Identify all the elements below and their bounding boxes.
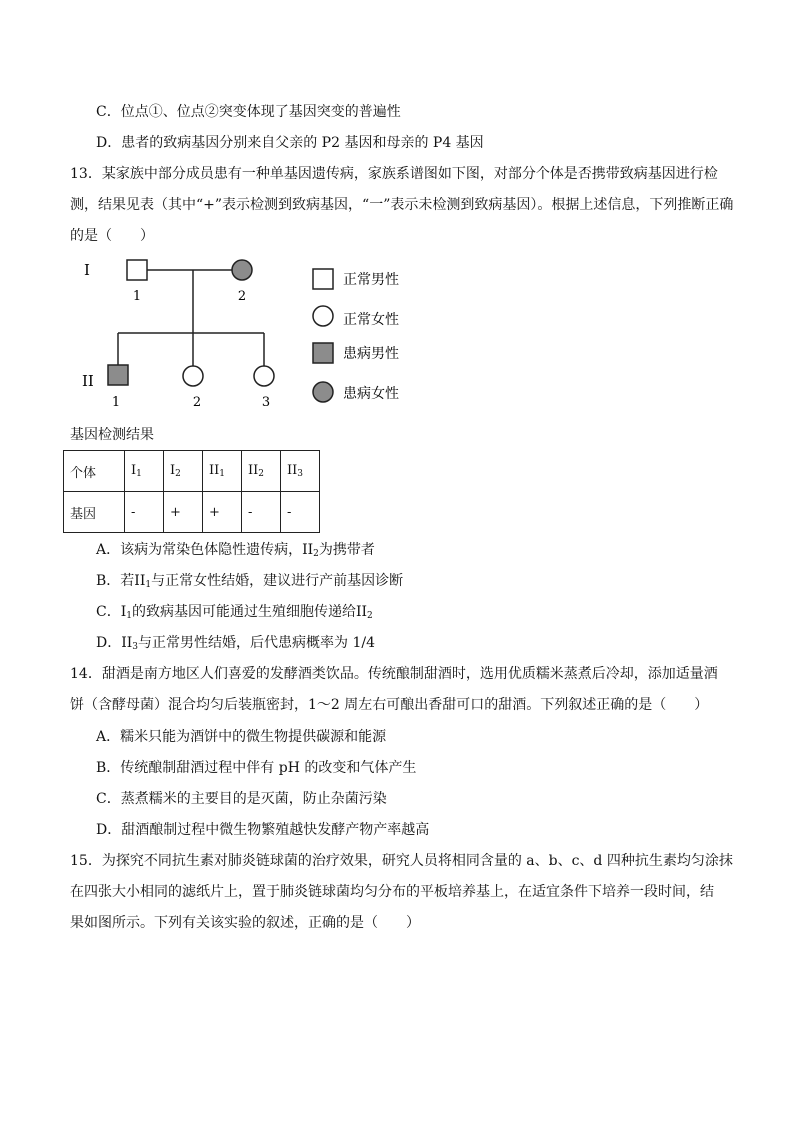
legend-normal-male-square [313, 269, 333, 289]
q13-stem-line1: 13．某家族中部分成员患有一种单基因遗传病，家族系谱图如下图，对部分个体是否携带致病基因进行检 [70, 166, 718, 182]
table-cell-ii1: $II_1$ [203, 451, 242, 492]
q14-option-a: A．糯米只能为酒饼中的微生物提供碳源和能源 [96, 729, 387, 745]
legend-normal-female-label: 正常女性 [343, 312, 399, 328]
table-title: 基因检测结果 [70, 427, 154, 443]
q13-option-a: A．该病为常染色体隐性遗传病，$II_2$为携带者 [96, 542, 375, 559]
q15-stem-line1: 15．为探究不同抗生素对肺炎链球菌的治疗效果，研究人员将相同含量的 a、b、c、d 四种抗生素均匀涂抹 [70, 853, 733, 869]
legend-affected-male-label: 患病男性 [343, 346, 399, 362]
ii1-number: 1 [111, 395, 121, 410]
q15-stem-line3: 果如图所示。下列有关该实验的叙述，正确的是（ ） [70, 915, 420, 931]
table-header-gene: 基因 [64, 492, 125, 533]
q13-stem-line2: 测，结果见表（其中“+”表示检测到致病基因，“一”表示未检测到致病基因）。根据上述信息，下列推断正确 [70, 197, 734, 213]
table-result-ii3: - [281, 492, 320, 533]
q14-option-c: C．蒸煮糯米的主要目的是灭菌，防止杂菌污染 [96, 791, 387, 807]
q13-option-d: D．$II_3$与正常男性结婚，后代患病概率为 1/4 [96, 635, 376, 652]
legend-affected-female-label: 患病女性 [343, 386, 399, 402]
q12-option-d: D．患者的致病基因分别来自父亲的 P2 基因和母亲的 P4 基因 [96, 135, 484, 151]
legend-normal-female-circle [313, 306, 333, 326]
table-cell-ii2: $II_2$ [242, 451, 281, 492]
individual-i1-normal-male [127, 260, 147, 280]
table-result-i1: - [125, 492, 164, 533]
individual-ii3-normal-female [254, 366, 274, 386]
table-row [64, 451, 320, 492]
table-result-ii2: - [242, 492, 281, 533]
generation-2-label: II [82, 372, 94, 390]
i2-number: 2 [237, 289, 247, 304]
table-cell-i1: $I_1$ [125, 451, 164, 492]
q14-option-d: D．甜酒酿制过程中微生物繁殖越快发酵产物产率越高 [96, 822, 430, 838]
ii2-number: 2 [192, 395, 202, 410]
ii3-number: 3 [261, 395, 271, 410]
individual-ii1-affected-male [108, 365, 128, 385]
q14-option-b: B．传统酿制甜酒过程中伴有 pH 的改变和气体产生 [96, 760, 417, 776]
legend-normal-male-label: 正常男性 [343, 272, 399, 288]
table-result-i2: + [164, 492, 203, 533]
table-cell-i2: $I_2$ [164, 451, 203, 492]
legend-affected-female-circle [313, 382, 333, 402]
q12-option-c: C．位点①、位点②突变体现了基因突变的普遍性 [96, 104, 401, 120]
table-result-ii1: + [203, 492, 242, 533]
table-header-individual: 个体 [64, 451, 125, 492]
q14-stem-line2: 饼（含酵母菌）混合均匀后装瓶密封，1～2 周左右可酿出香甜可口的甜酒。下列叙述正确的是（ ） [70, 697, 709, 713]
legend-affected-male-square [313, 343, 333, 363]
q13-option-b: B．若$II_1$与正常女性结婚，建议进行产前基因诊断 [96, 573, 404, 590]
pedigree-diagram [70, 250, 430, 420]
gene-test-table [63, 450, 320, 533]
table-cell-ii3: $II_3$ [281, 451, 320, 492]
individual-i2-affected-female [232, 260, 252, 280]
generation-1-label: I [84, 261, 90, 279]
q13-stem-line3: 的是（ ） [70, 228, 154, 244]
q13-option-c: C．$I_1$的致病基因可能通过生殖细胞传递给$II_2$ [96, 604, 373, 621]
table-row [64, 492, 320, 533]
q15-stem-line2: 在四张大小相同的滤纸片上，置于肺炎链球菌均匀分布的平板培养基上，在适宜条件下培养一段时间，结 [70, 884, 714, 900]
i1-number: 1 [132, 289, 142, 304]
individual-ii2-normal-female [183, 366, 203, 386]
q14-stem-line1: 14．甜酒是南方地区人们喜爱的发酵酒类饮品。传统酿制甜酒时，选用优质糯米蒸煮后冷却，添加适量酒 [70, 666, 718, 682]
